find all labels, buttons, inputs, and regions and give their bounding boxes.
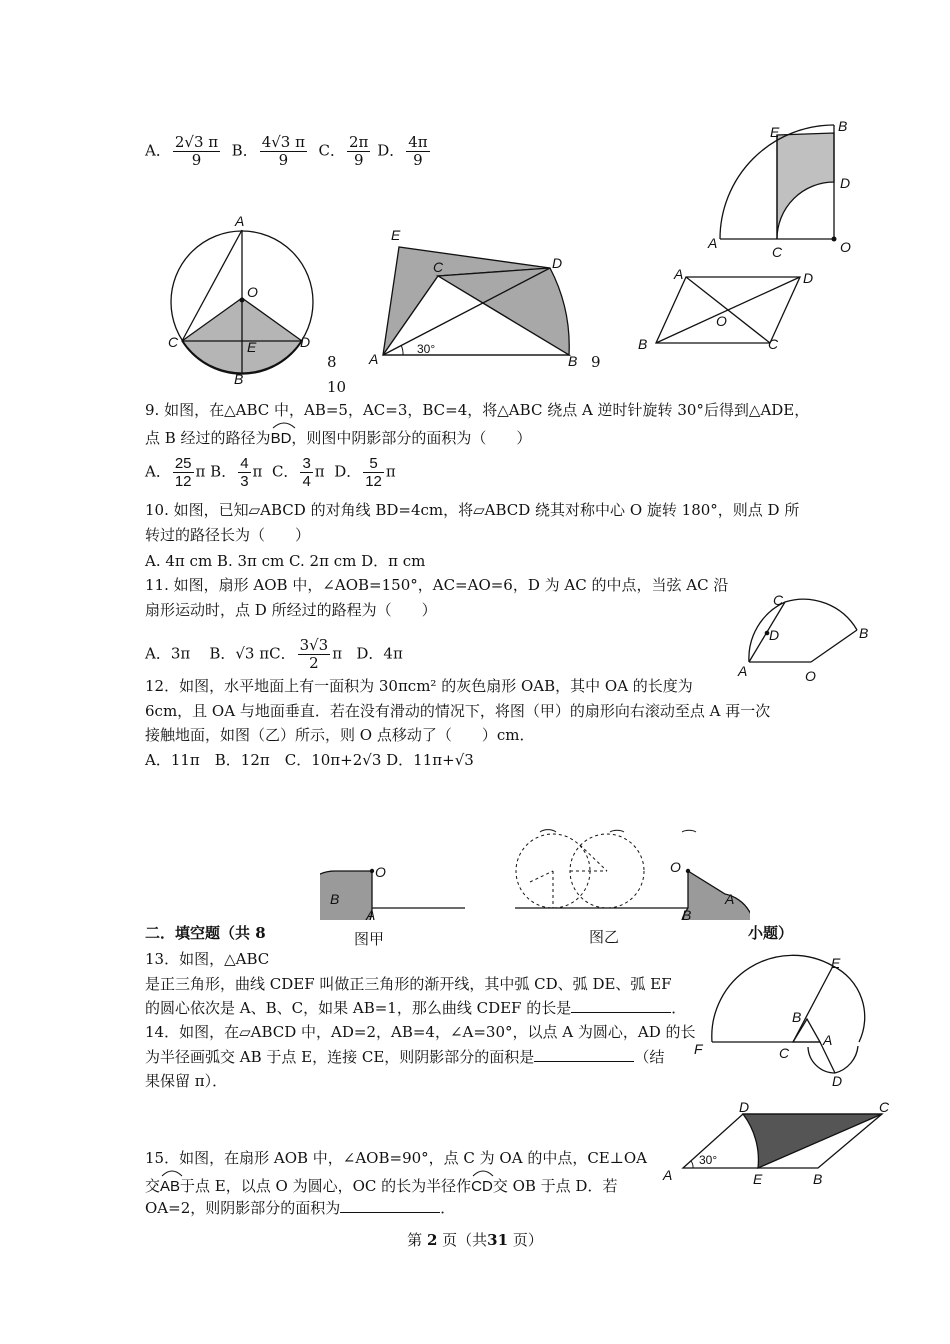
q12-line1: 12．如图，水平地面上有一面积为 30πcm² 的灰色扇形 OAB，其中 OA 的长度为 xyxy=(145,677,693,695)
q9-option-c-fraction: $\frac{3}{4}$ xyxy=(302,455,311,490)
section2-title-right: 小题） xyxy=(748,924,794,942)
q10-line2: 转过的路径长为（ ） xyxy=(145,526,311,544)
label-B: B xyxy=(234,371,244,387)
q15-line2: 交 AB于点 E，以点 O 为圆心，OC 的长为半径作 CD交 OB 于点 D．若 xyxy=(145,1173,617,1197)
label-B: B xyxy=(792,1009,802,1025)
label-O: O xyxy=(716,313,727,329)
figure-11-sector xyxy=(735,590,885,685)
arc-mark-icon xyxy=(271,421,297,429)
q15-arc-ab: AB xyxy=(160,1173,180,1197)
figure-12-rolling-sector xyxy=(320,820,750,920)
label-C: C xyxy=(879,1099,890,1115)
fig12-caption-left: 图甲 xyxy=(354,931,385,948)
label-E: E xyxy=(247,339,257,355)
q8-option-c-fraction: $\frac{2\pi}{9}$ xyxy=(349,133,369,169)
q13-line2: 是正三角形，曲线 CDEF 叫做正三角形的渐开线，其中弧 CD、弧 DE、弧 EF xyxy=(145,975,672,993)
q9-option-d-fraction: $\frac{5}{12}$ xyxy=(365,455,382,490)
label-E: E xyxy=(391,230,401,243)
q11-line1: 11. 如图，扇形 AOB 中，∠AOB=150°，AC=AO=6，D 为 AC 的中点，当弦 AC 沿 xyxy=(145,576,729,594)
arrow-mark-2 xyxy=(610,830,624,832)
q10-options: A. 4π cm B. 3π cm C. 2π cm D．π cm xyxy=(145,552,426,570)
label-A: A xyxy=(823,1032,833,1048)
q12-line3: 接触地面，如图（乙）所示，则 O 点移动了（ ）cm． xyxy=(145,726,535,744)
label-D: D xyxy=(803,270,814,286)
label-B: B xyxy=(859,625,869,641)
label-A: A xyxy=(738,663,748,679)
q9-option-a-fraction: $\frac{25}{12}$ xyxy=(174,455,192,490)
label-C: C xyxy=(773,592,784,608)
label-A: A xyxy=(663,1167,673,1183)
label-C: C xyxy=(779,1045,790,1061)
label-O: O xyxy=(805,668,816,684)
label-B: B xyxy=(568,353,578,369)
figure-number-9: 9 xyxy=(591,353,601,371)
q13-line1: 13．如图，△ABC xyxy=(145,950,270,968)
label-E: E xyxy=(770,124,780,140)
q15-line3: OA=2，则阴影部分的面积为 ． xyxy=(145,1199,456,1217)
q14-line1: 14．如图，在▱ABCD 中，AD=2，AB=4，∠A=30°，以点 A 为圆心，AD 的长 xyxy=(145,1023,696,1041)
q8-option-d-fraction: $\frac{4\pi}{9}$ xyxy=(408,133,428,169)
arrow-mark-1 xyxy=(540,830,556,832)
q15-line1: 15．如图，在扇形 AOB 中，∠AOB=90°，点 C 为 OA 的中点，CE⊥OA xyxy=(145,1149,647,1167)
q14-line3: 果保留 π）． xyxy=(145,1072,228,1090)
label-D: D xyxy=(832,1073,843,1089)
label-B-right: B xyxy=(682,907,692,920)
label-B: B xyxy=(813,1171,823,1187)
q12-line2: 6cm，且 OA 与地面垂直．若在没有滑动的情况下，将图（甲）的扇形向右滚动至点 A 再一次 xyxy=(145,702,771,720)
label-A: A xyxy=(369,351,379,367)
label-D: D xyxy=(840,175,851,191)
label-D: D xyxy=(739,1099,750,1115)
q9-arc-bd: BD xyxy=(271,425,292,449)
q11-options: A．3π B．√3 πC． $\frac{3√3}{2}$ π D．4π xyxy=(145,636,403,672)
q8-option-a-label: A． xyxy=(145,141,171,160)
q11-option-c-fraction: $\frac{3√3}{2}$ xyxy=(299,636,329,672)
label-A-right: A xyxy=(725,891,735,907)
q8-options xyxy=(145,134,432,169)
label-B-left: B xyxy=(330,891,340,907)
q9-line1: 9. 如图，在△ABC 中，AB=5，AC=3，BC=4，将△ABC 绕点 A 逆时针旋转 30°后得到△ADE， xyxy=(145,401,810,419)
section2-title-left: 二．填空题（共 8 xyxy=(145,924,266,942)
figure-8-circle xyxy=(160,210,335,390)
label-A: A xyxy=(674,266,684,282)
q9-options: A． $\frac{25}{12}$ π B． $\frac{4}{3}$ π C． $\frac{3}{4}$ π D． $\frac{5}{12}$ π xyxy=(145,455,396,490)
q9-option-b-fraction: $\frac{4}{3}$ xyxy=(240,455,249,490)
q13-line3: 的圆心依次是 A、B、C，如果 AB=1，那么曲线 CDEF 的长是 ． xyxy=(145,999,687,1017)
q14-answer-blank xyxy=(534,1061,634,1062)
label-O: O xyxy=(247,284,258,300)
figure-number-8: 8 xyxy=(327,353,337,371)
label-D: D xyxy=(552,255,563,271)
arrow-mark-3 xyxy=(682,830,696,832)
q9-line2: 点 B 经过的路径为 BD，则图中阴影部分的面积为（ ） xyxy=(145,425,531,449)
q8-option-b-fraction: $\frac{4√3 \pi}{9}$ xyxy=(261,133,305,169)
figure-13-involute xyxy=(690,950,880,1090)
figure-10-parallelogram xyxy=(630,265,820,355)
q12-options: A．11π B．12π C．10π+2√3 D．11π+√3 xyxy=(145,751,474,769)
q15-arc-cd: CD xyxy=(471,1173,493,1197)
q15-answer-blank xyxy=(340,1212,440,1213)
arc-mark-icon xyxy=(471,1169,495,1177)
label-B: B xyxy=(838,118,848,134)
figure-9-rotation xyxy=(365,230,595,375)
q8-option-a-fraction: $\frac{2√3 \pi}{9}$ xyxy=(174,133,219,169)
q8-option-b-label: B． xyxy=(231,141,258,160)
label-E: E xyxy=(753,1171,763,1187)
label-C: C xyxy=(768,336,779,352)
q11-line2: 扇形运动时，点 D 所经过的路程为（ ） xyxy=(145,601,437,619)
q8-option-d-label: D． xyxy=(377,141,405,160)
label-angle-30: 30° xyxy=(417,342,436,356)
figure-14-parallelogram-arc xyxy=(655,1098,895,1188)
label-C: C xyxy=(168,334,179,350)
label-A: A xyxy=(708,235,718,251)
label-O-left: O xyxy=(375,864,386,880)
q14-line2: 为半径画弧交 AB 于点 E，连接 CE，则阴影部分的面积是 （结 xyxy=(145,1048,665,1066)
page-footer: 第 2 页（共31 页） xyxy=(407,1231,543,1249)
label-E: E xyxy=(831,955,841,971)
figure-sector-shaded xyxy=(700,115,870,260)
label-angle-30: 30° xyxy=(699,1153,718,1167)
label-F: F xyxy=(694,1041,703,1057)
label-O-right: O xyxy=(670,859,681,875)
label-O: O xyxy=(840,239,851,255)
fig12-caption-right: 图乙 xyxy=(589,929,620,946)
label-B: B xyxy=(638,336,648,352)
q10-line1: 10. 如图，已知▱ABCD 的对角线 BD=4cm，将▱ABCD 绕其对称中心 O 旋转 180°，则点 D 所 xyxy=(145,501,800,519)
label-A-left: A xyxy=(366,907,376,920)
figure-number-10: 10 xyxy=(327,378,347,396)
label-D: D xyxy=(300,334,311,350)
label-C: C xyxy=(772,244,783,260)
arc-mark-icon xyxy=(160,1169,184,1177)
label-D: D xyxy=(769,627,780,643)
q13-answer-blank xyxy=(571,1012,671,1013)
q8-option-c-label: C． xyxy=(318,141,346,160)
label-C: C xyxy=(433,259,444,275)
label-A: A xyxy=(235,213,245,229)
